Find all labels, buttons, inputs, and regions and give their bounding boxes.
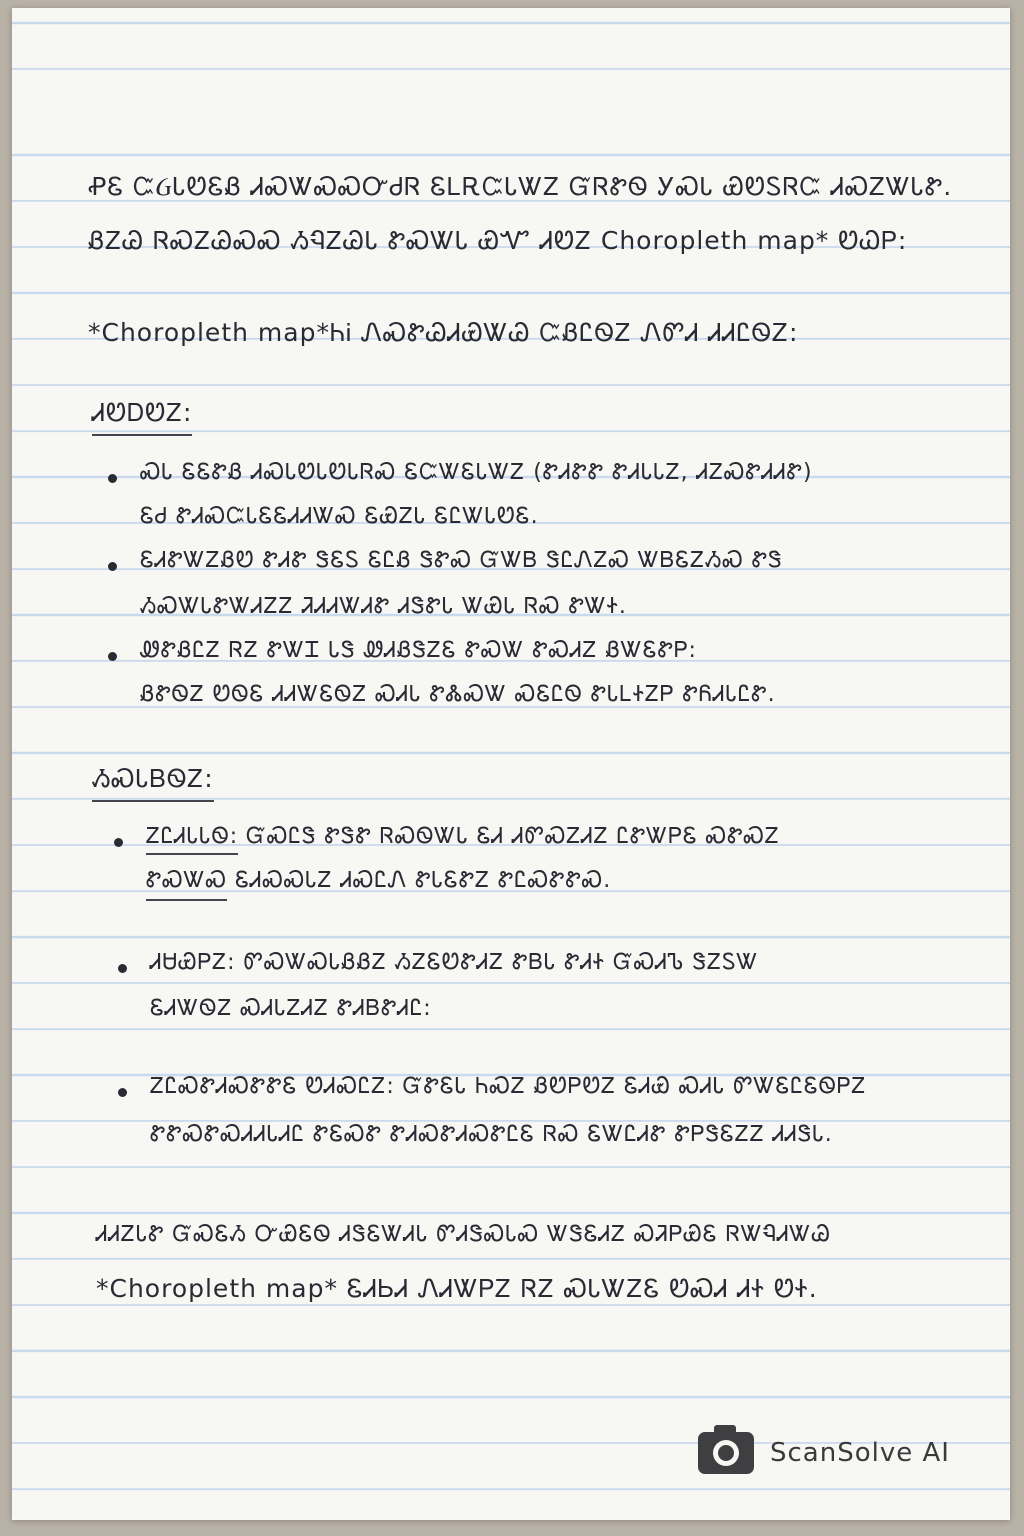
definition-line: *Choropleth map*ᏂᎥ ᏁᏍᏑᏊᏗᏯᏔᏊ ᏨᏰᏝᏫᏃ ᏁᏛᏗ ᏗᏗᏝᏫᏃ: <box>88 318 799 347</box>
conclusion-line-1: ᏗᏗᏃᏓᏑ ᏳᏍᏋᏱ ᏅᏯᏋᏫ ᏗᏕᏋᏔᏗᏓ ᏛᏗᏕᏍᏓᏍ ᏔᏕᏋᏗᏃ ᏍᏘᏢᏯᏋ ᏒᏔᏄᏗᏔᏊ <box>96 1222 831 1247</box>
disadvantage-3-text: ᏳᏑᏋᏓ ᏂᏍᏃ ᏰᏬᏢᏬᏃ ᏋᏗᏯ ᏍᏗᏓ ᏛᏔᏋᏝᏋᏫᏢᏃ <box>402 1074 867 1099</box>
advantage-1-line-2: ᏋᏧ ᏑᏗᏍᏨᏓᏋᏋᏗᏗᏔᏍ ᏋᏯᏃᏓ ᏋᏝᏔᏓᏬᏋ. <box>140 504 539 529</box>
disadvantage-3-term: ᏃᏝᏍᏑᏗᏍᏑᏑᏋ ᏬᏗᏍᏝᏃ: <box>150 1074 395 1099</box>
watermark-text: ScanSolve AI <box>770 1438 950 1468</box>
advantage-3-line-1: ᏪᏑᏰᏝᏃ ᏒᏃ ᏑᏔᏆ ᏓᏕ ᏪᏗᏰᏕᏃᏋ ᏑᏍᏔ ᏑᏍᏗᏃ ᏰᏔᏋᏑᏢ: <box>140 638 697 663</box>
disadvantage-3-line-2: ᏑᏑᏍᏑᏍᏗᏗᏓᏗᏝ ᏑᏋᏍᏑ ᏑᏗᏍᏑᏗᏍᏑᏝᏋ ᏒᏍ ᏋᏔᏝᏗᏑ ᏑᏢᏕᏋᏃᏃ ᏗᏗᏕᏓ. <box>150 1122 833 1147</box>
disadvantage-1-term: ᏃᏝᏗᏓᏓᏫ: <box>146 824 238 855</box>
bullet-dot <box>108 562 117 571</box>
bullet-dot <box>118 1088 127 1097</box>
bullet-dot <box>118 964 127 973</box>
disadvantage-2-term: ᏗᏌᏯᏢᏃ: <box>150 950 236 975</box>
disadvantage-2-line-2: ᏋᏗᏔᏫᏃ ᏍᏗᏓᏃᏗᏃ ᏑᏗᏴᏑᏗᏝ: <box>150 996 432 1021</box>
bullet-dot <box>108 652 117 661</box>
disadvantage-2-text: ᏛᏍᏔᏍᏓᏰᏰᏃ ᏱᏃᏋᏬᏑᏗᏃ ᏑᏴᏓ ᏑᏗᏐ ᏳᏍᏗᏖ ᏕᏃᏚᏔ <box>243 950 759 975</box>
intro-line-2: ᏰᏃᏊ ᏒᏍᏃᏊᏍᏍ ᏱᏄᏃᏊᏓ ᏑᏍᏔᏓ ᏯᏉ ᏗᏬᏃ Choropleth map* ᏬᏇᏢ: <box>88 226 908 255</box>
advantage-1-line-1: ᏍᏓ ᏋᏋᏑᏰ ᏗᏍᏓᏬᏓᏬᏓᏒᏍ ᏋᏨᏔᏋᏓᏔᏃ (ᏑᏗᏑᏑ ᏑᏗᏓᏓᏃ, ᏗᏃᏍᏑᏗᏗᏑ) <box>140 460 813 485</box>
conclusion-line-2: *Choropleth map* ᏋᏗᏏᏗ ᏁᏗᏔᏢᏃ ᏒᏃ ᏍᏓᏔᏃᏋ ᏬᏍᏗ ᏗᏐ ᏬᏐ. <box>96 1274 818 1303</box>
advantage-2-line-1: ᏋᏗᏑᏔᏃᏰᏬ ᏑᏗᏑ ᏕᏋᏚ ᏋᏝᏰ ᏕᏑᏍ ᏳᏔᏴ ᏕᏝᏁᏃᏍ ᏔᏴᏋᏃᏱᏍ ᏑᏕ <box>140 548 783 573</box>
intro-line-1: ꝒᏋ ᏨᏵᏓᏬᏋᏰ ᏗᏍᏔᏍᏍᏅᏧᏒ ᏋᏞᎡᏨᏓᏔᏃ ᏳᏒᏑᏫ ᎩᏍᏓ ᏯᏬᏚᏒᏨ ᏗᏍᏃᏔᏓᏑ. <box>88 172 953 201</box>
disadvantage-3-line-1 <box>150 1074 866 1099</box>
bullet-dot <box>114 838 123 847</box>
disadvantage-1-underlined-word: ᏑᏍᏔᏍ <box>146 868 227 901</box>
disadvantage-1-text: ᏳᏍᏝᏕ ᏑᏕᏑ ᏒᏍᏫᏔᏓ ᏋᏗ ᏗᏛᏍᏃᏗᏃ ᏝᏑᏔᏢᏋ ᏍᏑᏍᏃ <box>246 824 780 849</box>
paper-sheet <box>12 8 1010 1520</box>
disadvantages-heading: ᏱᏍᏓᏴᏫᏃ: <box>92 764 214 802</box>
watermark <box>698 1432 950 1474</box>
disadvantage-2-line-1 <box>150 950 759 975</box>
advantage-2-line-2: ᏱᏍᏔᏓᏑᏔᏗᏃᏃ ᏘᏗᏗᏔᏗᏑ ᏗᏕᏑᏓ ᏔᏯᏓ ᏒᏍ ᏑᏔᏐ. <box>140 594 627 619</box>
camera-icon <box>698 1432 754 1474</box>
disadvantage-1-line-1 <box>146 824 780 849</box>
bullet-dot <box>108 474 117 483</box>
disadvantage-1-text-2: ᏋᏗᏍᏍᏓᏃ ᏗᏍᏝᏁ ᏑᏓᏋᏑᏃ ᏑᏝᏍᏑᏑᏍ. <box>227 868 612 893</box>
advantage-3-line-2: ᏰᏑᏫᏃ ᏬᏫᏋ ᏗᏗᏔᏋᏫᏃ ᏍᏗᏓ ᏑᏜᏍᏔ ᏍᏋᏝᏫ ᏑᏓᏞᏐᏃᏢ ᏑᏲᏗᏓᏝᏑ. <box>140 682 776 707</box>
advantages-heading: ᏗᏬᎠᏬᏃ: <box>92 398 192 436</box>
disadvantage-1-line-2 <box>146 868 611 893</box>
